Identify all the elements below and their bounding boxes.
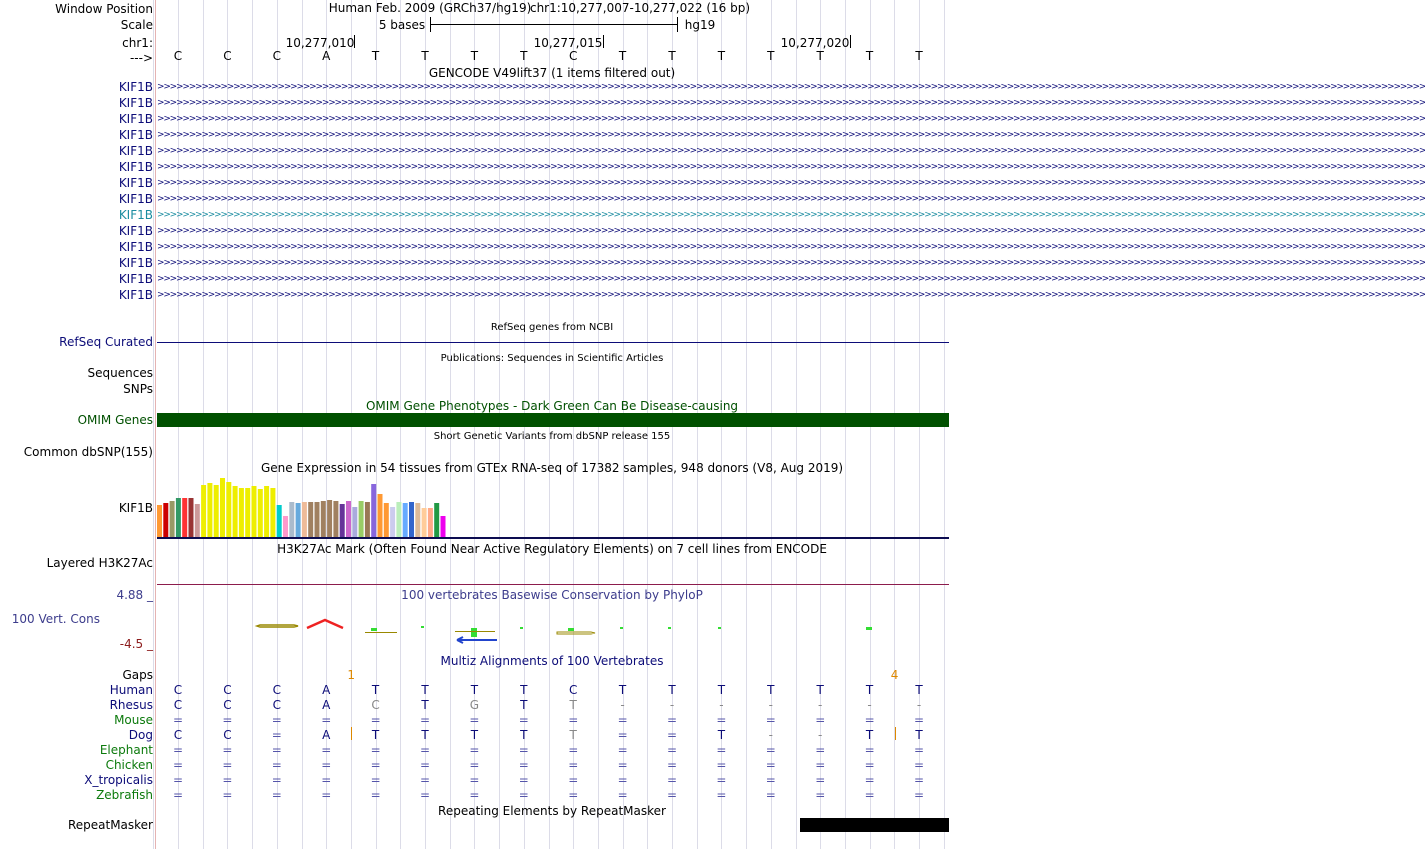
strand-arrow-label: --->	[129, 51, 153, 65]
reference-base: T	[717, 49, 726, 63]
gtex-tissue-bar[interactable]	[195, 504, 200, 538]
alignment-base: =	[420, 758, 431, 772]
gtex-tissue-bar[interactable]	[371, 484, 376, 538]
gtex-tissue-bar[interactable]	[207, 483, 212, 538]
gap-count: 1	[347, 668, 355, 682]
gencode-gene-label[interactable]: KIF1B	[118, 112, 153, 126]
phylop-glyph-3	[371, 628, 377, 631]
gtex-tissue-bar[interactable]	[415, 503, 420, 538]
coord-tick-2: 10,277,015	[533, 36, 603, 50]
gtex-tissue-bar[interactable]	[157, 505, 162, 538]
alignment-base: T	[618, 683, 627, 697]
alignment-base: =	[271, 713, 282, 727]
alignment-base: =	[617, 743, 628, 757]
alignment-base: =	[815, 758, 826, 772]
gtex-tissue-bar[interactable]	[315, 502, 320, 538]
phylop-glyph-8b	[557, 632, 595, 634]
alignment-base: C	[272, 683, 281, 697]
snps-label[interactable]: SNPs	[123, 382, 153, 396]
gencode-gene-label[interactable]: KIF1B	[118, 144, 153, 158]
alignment-base: T	[520, 698, 528, 712]
assembly-title: Human Feb. 2009 (GRCh37/hg19)	[328, 1, 532, 15]
repeatmasker-title: Repeating Elements by RepeatMasker	[438, 804, 666, 818]
alignment-base: =	[568, 743, 579, 757]
publications-title: Publications: Sequences in Scientific Articles	[440, 353, 664, 364]
alignment-base: C	[173, 698, 183, 712]
gtex-tissue-bar[interactable]	[384, 503, 389, 538]
alignment-base: =	[469, 713, 480, 727]
layered-h3k27ac-label[interactable]: Layered H3K27Ac	[46, 556, 153, 570]
refseq-gene-line[interactable]	[157, 342, 949, 343]
gencode-transcript[interactable]: >>>>>>>>>>>>>>>>>>>>>>>>>>>>>>>>>>>>>>>>>>>>>>>>>>>>>>>>>>>>>>>>>>>>>>>>>>>>>>>>>>>>>>>>>>>>>>>>>>>>>>>>>>>>>>>>>>>>>>>>>>>>>>>>>>>>>>>>>>>>>>>>>>>>>>>>>>>>>>>>>>>>>>>>>>>>>>>>>>>>>>>>>>>>>>>>>>>>>>>>	[157, 146, 1425, 156]
gencode-gene-label[interactable]: KIF1B	[118, 224, 153, 238]
alignment-base: =	[716, 773, 727, 787]
gtex-tissue-bar[interactable]	[327, 500, 332, 538]
gtex-tissue-bar[interactable]	[239, 488, 244, 538]
gencode-gene-label[interactable]: KIF1B	[118, 272, 153, 286]
alignment-base: C	[371, 698, 380, 712]
alignment-base: T	[371, 683, 380, 697]
phylop-glyph-6	[457, 637, 497, 643]
alignment-base: =	[667, 788, 678, 802]
reference-base: T	[668, 49, 676, 63]
alignment-base: C	[223, 683, 232, 697]
alignment-base: =	[222, 788, 233, 802]
alignment-base: =	[469, 743, 480, 757]
reference-base: T	[865, 49, 874, 63]
alignment-base: A	[322, 698, 331, 712]
alignment-base: =	[321, 788, 332, 802]
alignment-base: =	[617, 713, 628, 727]
gtex-tissue-bar[interactable]	[422, 508, 427, 538]
alignment-base: =	[864, 713, 875, 727]
alignment-base: =	[914, 758, 925, 772]
scale-bar-left-tick	[430, 17, 431, 32]
alignment-base: T	[470, 728, 479, 742]
gtex-baseline	[157, 537, 949, 539]
alignment-base: -	[719, 698, 724, 712]
alignment-base: =	[617, 788, 628, 802]
alignment-base: =	[173, 773, 184, 787]
species-label[interactable]: Mouse	[114, 713, 153, 727]
gtex-tissue-bar[interactable]	[340, 504, 345, 538]
alignment-base: =	[864, 743, 875, 757]
alignment-base: -	[916, 698, 922, 712]
reference-base: T	[371, 49, 380, 63]
phylop-glyph-12	[866, 627, 872, 630]
alignment-base: C	[173, 728, 183, 742]
db-label: hg19	[684, 18, 716, 32]
alignment-base: =	[864, 788, 875, 802]
reference-base: A	[322, 49, 331, 63]
gtex-tissue-bar[interactable]	[163, 503, 168, 538]
omim-genes-label[interactable]: OMIM Genes	[77, 413, 153, 427]
species-label[interactable]: X_tropicalis	[84, 773, 153, 787]
alignment-base: C	[272, 698, 281, 712]
alignment-base: =	[321, 743, 332, 757]
alignment-base: T	[668, 683, 676, 697]
alignment-base: T	[421, 683, 429, 697]
coord-tick-1: 10,277,010	[285, 36, 355, 50]
alignment-base: T	[865, 728, 874, 742]
alignment-base: =	[716, 758, 727, 772]
alignment-base: =	[617, 773, 628, 787]
gtex-tissue-bar[interactable]	[409, 502, 414, 538]
gtex-tissue-bar[interactable]	[182, 498, 187, 538]
alignment-base: =	[222, 758, 233, 772]
alignment-base: =	[815, 788, 826, 802]
gencode-gene-label[interactable]: KIF1B	[118, 256, 153, 270]
species-label[interactable]: Chicken	[105, 758, 153, 772]
repeatmasker-element[interactable]	[800, 818, 949, 832]
gtex-tissue-bar[interactable]	[233, 486, 238, 538]
gtex-tissue-bar[interactable]	[390, 507, 395, 538]
phylop-min-label: -4.5 _	[119, 637, 153, 651]
alignment-base: =	[667, 758, 678, 772]
gtex-tissue-bar[interactable]	[283, 516, 288, 538]
alignment-base: T	[915, 728, 923, 742]
phylop-glyph-5	[471, 628, 477, 637]
gtex-tissue-bar[interactable]	[302, 502, 307, 538]
alignment-base: =	[765, 743, 776, 757]
gencode-gene-label[interactable]: KIF1B	[118, 96, 153, 110]
gencode-gene-label[interactable]: KIF1B	[118, 240, 153, 254]
gtex-tissue-bar[interactable]	[296, 503, 301, 538]
alignment-base: =	[222, 713, 233, 727]
reference-base: C	[568, 49, 578, 63]
alignment-base: =	[568, 773, 579, 787]
scale-text: 5 bases	[378, 18, 426, 32]
gtex-tissue-bar[interactable]	[428, 508, 433, 538]
gtex-tissue-bar[interactable]	[289, 502, 294, 538]
grid-line	[153, 0, 154, 849]
coord-tick-3: 10,277,020	[780, 36, 850, 50]
phylop-glyph-11	[718, 627, 721, 629]
multiz-title: Multiz Alignments of 100 Vertebrates	[440, 654, 664, 668]
alignment-base: =	[173, 713, 184, 727]
alignment-base: T	[470, 683, 479, 697]
gtex-tissue-bar[interactable]	[396, 502, 401, 538]
gencode-gene-label[interactable]: KIF1B	[118, 128, 153, 142]
reference-base: T	[915, 49, 923, 63]
phylop-glyph-4	[421, 626, 424, 628]
alignment-base: =	[815, 773, 826, 787]
reference-base: T	[520, 49, 528, 63]
alignment-base: -	[818, 698, 823, 712]
gtex-tissue-bar[interactable]	[352, 507, 357, 538]
phylop-title: 100 vertebrates Basewise Conservation by PhyloP	[401, 588, 703, 602]
alignment-base: =	[420, 743, 431, 757]
alignment-base: =	[914, 788, 925, 802]
gtex-tissue-bar[interactable]	[365, 502, 370, 538]
omim-gene-bar[interactable]	[157, 413, 949, 427]
reference-base: T	[421, 49, 429, 63]
alignment-base: =	[271, 728, 282, 742]
alignment-base: =	[370, 758, 381, 772]
alignment-base: =	[321, 758, 332, 772]
phylop-plot[interactable]	[157, 616, 949, 644]
coord-tick-mark-2	[603, 35, 604, 48]
alignment-base: =	[716, 788, 727, 802]
alignment-base: T	[717, 683, 726, 697]
alignment-base: C	[173, 683, 183, 697]
gencode-transcript[interactable]: >>>>>>>>>>>>>>>>>>>>>>>>>>>>>>>>>>>>>>>>>>>>>>>>>>>>>>>>>>>>>>>>>>>>>>>>>>>>>>>>>>>>>>>>>>>>>>>>>>>>>>>>>>>>>>>>>>>>>>>>>>>>>>>>>>>>>>>>>>>>>>>>>>>>>>>>>>>>>>>>>>>>>>>>>>>>>>>>>>>>>>>>>>>>>>>>>>>>>>>>	[157, 258, 1425, 268]
gtex-title: Gene Expression in 54 tissues from GTEx RNA-seq of 17382 samples, 948 donors (V8, Aug 2019)	[260, 461, 844, 475]
gtex-tissue-bar[interactable]	[245, 488, 250, 538]
alignment-base: =	[815, 713, 826, 727]
alignment-base: T	[865, 683, 874, 697]
alignment-base: T	[421, 698, 429, 712]
gencode-gene-label[interactable]: KIF1B	[118, 288, 153, 302]
alignment-base: =	[667, 773, 678, 787]
alignment-base: T	[569, 728, 577, 742]
phylop-glyph-10	[668, 627, 671, 629]
alignment-base: =	[765, 773, 776, 787]
reference-base: T	[767, 49, 775, 63]
alignment-base: =	[271, 788, 282, 802]
alignment-base: =	[864, 758, 875, 772]
gencode-gene-label[interactable]: KIF1B	[118, 160, 153, 174]
alignment-base: T	[421, 728, 429, 742]
gtex-tissue-bar[interactable]	[277, 505, 282, 538]
alignment-base: C	[223, 728, 232, 742]
alignment-base: =	[271, 743, 282, 757]
reference-base: C	[173, 49, 183, 63]
phylop-glyph-7	[520, 627, 523, 629]
gap-count: 4	[890, 668, 899, 682]
alignment-base: =	[667, 743, 678, 757]
alignment-base: T	[520, 728, 528, 742]
alignment-base: =	[222, 773, 233, 787]
scale-bar	[430, 24, 677, 25]
reference-base: T	[470, 49, 479, 63]
scale-bar-right-tick	[677, 17, 678, 32]
alignment-base: T	[717, 728, 726, 742]
scale-label: Scale	[120, 18, 153, 32]
alignment-base: =	[518, 773, 529, 787]
gtex-tissue-bar[interactable]	[270, 488, 275, 538]
gtex-tissue-bar[interactable]	[220, 478, 225, 538]
alignment-base: =	[173, 758, 184, 772]
gencode-transcript[interactable]: >>>>>>>>>>>>>>>>>>>>>>>>>>>>>>>>>>>>>>>>>>>>>>>>>>>>>>>>>>>>>>>>>>>>>>>>>>>>>>>>>>>>>>>>>>>>>>>>>>>>>>>>>>>>>>>>>>>>>>>>>>>>>>>>>>>>>>>>>>>>>>>>>>>>>>>>>>>>>>>>>>>>>>>>>>>>>>>>>>>>>>>>>>>>>>>>>>>>>>>>	[157, 178, 1425, 188]
alignment-base: -	[867, 698, 872, 712]
alignment-base: =	[370, 773, 381, 787]
alignment-base: =	[271, 758, 282, 772]
phylop-glyph-2	[307, 620, 343, 628]
gencode-transcript[interactable]: >>>>>>>>>>>>>>>>>>>>>>>>>>>>>>>>>>>>>>>>>>>>>>>>>>>>>>>>>>>>>>>>>>>>>>>>>>>>>>>>>>>>>>>>>>>>>>>>>>>>>>>>>>>>>>>>>>>>>>>>>>>>>>>>>>>>>>>>>>>>>>>>>>>>>>>>>>>>>>>>>>>>>>>>>>>>>>>>>>>>>>>>>>>>>>>>>>>>>>>>	[157, 242, 1425, 252]
gtex-tissue-bar[interactable]	[359, 501, 364, 538]
phylop-max-label: 4.88 _	[116, 588, 153, 602]
alignment-base: T	[371, 728, 380, 742]
alignment-base: =	[765, 758, 776, 772]
reference-base: T	[816, 49, 824, 63]
phylop-glyph-3b	[365, 632, 397, 633]
gtex-tissue-bar[interactable]	[346, 501, 351, 538]
gtex-gene-label[interactable]: KIF1B	[118, 501, 153, 515]
alignment-base: =	[914, 713, 925, 727]
phylop-glyph-9	[620, 627, 623, 629]
alignment-base: -	[620, 698, 625, 712]
reference-base: C	[272, 49, 281, 63]
alignment-base: T	[767, 683, 775, 697]
alignment-base: -	[818, 728, 823, 742]
h3k27ac-line	[157, 584, 949, 585]
phylop-glyph-1	[257, 625, 298, 627]
coord-tick-mark-1	[354, 35, 355, 48]
alignment-base: A	[322, 683, 331, 697]
alignment-base: =	[420, 788, 431, 802]
alignment-base: T	[915, 683, 923, 697]
gtex-tissue-bar[interactable]	[214, 485, 219, 538]
reference-base: C	[223, 49, 232, 63]
alignment-base: =	[617, 728, 628, 742]
gtex-tissue-bar[interactable]	[201, 485, 206, 538]
alignment-base: =	[568, 788, 579, 802]
alignment-base: T	[520, 683, 528, 697]
alignment-base: =	[469, 758, 480, 772]
gtex-tissue-bar[interactable]	[189, 498, 194, 538]
gencode-transcript[interactable]: >>>>>>>>>>>>>>>>>>>>>>>>>>>>>>>>>>>>>>>>>>>>>>>>>>>>>>>>>>>>>>>>>>>>>>>>>>>>>>>>>>>>>>>>>>>>>>>>>>>>>>>>>>>>>>>>>>>>>>>>>>>>>>>>>>>>>>>>>>>>>>>>>>>>>>>>>>>>>>>>>>>>>>>>>>>>>>>>>>>>>>>>>>>>>>>>>>>>>>>>	[157, 162, 1425, 172]
alignment-base: =	[568, 758, 579, 772]
alignment-base: T	[569, 698, 577, 712]
alignment-base: G	[469, 698, 480, 712]
alignment-base: =	[518, 758, 529, 772]
alignment-base: =	[716, 743, 727, 757]
species-label[interactable]: Dog	[128, 728, 153, 742]
insertion-tick	[895, 727, 896, 740]
gtex-tissue-bar[interactable]	[321, 501, 326, 538]
alignment-base: -	[669, 698, 675, 712]
species-label[interactable]: Human	[109, 683, 153, 697]
position-title: chr1:10,277,007-10,277,022 (16 bp)	[529, 1, 751, 15]
gencode-transcript[interactable]: >>>>>>>>>>>>>>>>>>>>>>>>>>>>>>>>>>>>>>>>>>>>>>>>>>>>>>>>>>>>>>>>>>>>>>>>>>>>>>>>>>>>>>>>>>>>>>>>>>>>>>>>>>>>>>>>>>>>>>>>>>>>>>>>>>>>>>>>>>>>>>>>>>>>>>>>>>>>>>>>>>>>>>>>>>>>>>>>>>>>>>>>>>>>>>>>>>>>>>>>	[157, 194, 1425, 204]
alignment-base: =	[716, 713, 727, 727]
species-label[interactable]: Zebrafish	[96, 788, 153, 802]
gtex-tissue-bar[interactable]	[434, 503, 439, 538]
alignment-base: =	[518, 713, 529, 727]
refseq-title: RefSeq genes from NCBI	[490, 322, 614, 333]
alignment-base: =	[469, 788, 480, 802]
chr-label: chr1:	[122, 36, 153, 50]
alignment-base: -	[768, 728, 773, 742]
window-position-label: Window Position	[55, 2, 153, 16]
alignment-base: =	[370, 743, 381, 757]
alignment-base: -	[768, 698, 773, 712]
alignment-base: =	[914, 743, 925, 757]
omim-title: OMIM Gene Phenotypes - Dark Green Can Be Disease-causing	[365, 399, 739, 413]
gencode-transcript[interactable]: >>>>>>>>>>>>>>>>>>>>>>>>>>>>>>>>>>>>>>>>>>>>>>>>>>>>>>>>>>>>>>>>>>>>>>>>>>>>>>>>>>>>>>>>>>>>>>>>>>>>>>>>>>>>>>>>>>>>>>>>>>>>>>>>>>>>>>>>>>>>>>>>>>>>>>>>>>>>>>>>>>>>>>>>>>>>>>>>>>>>>>>>>>>>>>>>>>>>>>>>	[157, 290, 1425, 300]
gtex-tissue-bar[interactable]	[308, 502, 313, 538]
gaps-label: Gaps	[122, 668, 153, 682]
alignment-base: =	[173, 743, 184, 757]
coord-tick-mark-3	[850, 35, 851, 48]
gencode-title[interactable]: GENCODE V49lift37 (1 items filtered out)	[428, 66, 676, 80]
species-label[interactable]: Elephant	[99, 743, 153, 757]
gencode-gene-label[interactable]: KIF1B	[118, 80, 153, 94]
gtex-tissue-bar[interactable]	[258, 489, 263, 538]
alignment-base: =	[617, 758, 628, 772]
insertion-tick	[351, 727, 352, 740]
alignment-base: =	[864, 773, 875, 787]
gtex-tissue-bar[interactable]	[252, 486, 257, 538]
repeatmasker-label[interactable]: RepeatMasker	[67, 818, 153, 832]
alignment-base: =	[518, 743, 529, 757]
sequences-label[interactable]: Sequences	[87, 366, 153, 380]
alignment-base: =	[469, 773, 480, 787]
species-label[interactable]: Rhesus	[109, 698, 153, 712]
gencode-transcript[interactable]: >>>>>>>>>>>>>>>>>>>>>>>>>>>>>>>>>>>>>>>>>>>>>>>>>>>>>>>>>>>>>>>>>>>>>>>>>>>>>>>>>>>>>>>>>>>>>>>>>>>>>>>>>>>>>>>>>>>>>>>>>>>>>>>>>>>>>>>>>>>>>>>>>>>>>>>>>>>>>>>>>>>>>>>>>>>>>>>>>>>>>>>>>>>>>>>>>>>>>>>>	[157, 130, 1425, 140]
alignment-base: =	[667, 713, 678, 727]
alignment-base: =	[815, 743, 826, 757]
gtex-tissue-bar[interactable]	[226, 482, 231, 538]
gtex-bar-chart[interactable]	[157, 476, 537, 538]
gtex-tissue-bar[interactable]	[378, 494, 383, 538]
alignment-base: =	[271, 773, 282, 787]
vert-cons-label[interactable]: 100 Vert. Cons	[11, 612, 100, 626]
gtex-tissue-bar[interactable]	[176, 498, 181, 538]
gencode-gene-label[interactable]: KIF1B	[118, 192, 153, 206]
gencode-transcript[interactable]: >>>>>>>>>>>>>>>>>>>>>>>>>>>>>>>>>>>>>>>>>>>>>>>>>>>>>>>>>>>>>>>>>>>>>>>>>>>>>>>>>>>>>>>>>>>>>>>>>>>>>>>>>>>>>>>>>>>>>>>>>>>>>>>>>>>>>>>>>>>>>>>>>>>>>>>>>>>>>>>>>>>>>>>>>>>>>>>>>>>>>>>>>>>>>>>>>>>>>>>>	[157, 114, 1425, 124]
alignment-base: =	[420, 773, 431, 787]
alignment-base: C	[223, 698, 232, 712]
alignment-base: C	[568, 683, 578, 697]
alignment-base: =	[321, 773, 332, 787]
gencode-transcript[interactable]: >>>>>>>>>>>>>>>>>>>>>>>>>>>>>>>>>>>>>>>>>>>>>>>>>>>>>>>>>>>>>>>>>>>>>>>>>>>>>>>>>>>>>>>>>>>>>>>>>>>>>>>>>>>>>>>>>>>>>>>>>>>>>>>>>>>>>>>>>>>>>>>>>>>>>>>>>>>>>>>>>>>>>>>>>>>>>>>>>>>>>>>>>>>>>>>>>>>>>>>>	[157, 82, 1425, 92]
dbsnp-title: Short Genetic Variants from dbSNP release 155	[433, 431, 671, 442]
alignment-base: =	[370, 788, 381, 802]
phylop-glyph-8	[568, 628, 574, 631]
alignment-base: =	[765, 713, 776, 727]
alignment-base: =	[667, 728, 678, 742]
gtex-tissue-bar[interactable]	[441, 516, 446, 538]
gencode-transcript[interactable]: >>>>>>>>>>>>>>>>>>>>>>>>>>>>>>>>>>>>>>>>>>>>>>>>>>>>>>>>>>>>>>>>>>>>>>>>>>>>>>>>>>>>>>>>>>>>>>>>>>>>>>>>>>>>>>>>>>>>>>>>>>>>>>>>>>>>>>>>>>>>>>>>>>>>>>>>>>>>>>>>>>>>>>>>>>>>>>>>>>>>>>>>>>>>>>>>>>>>>>>>	[157, 210, 1425, 220]
gtex-tissue-bar[interactable]	[264, 486, 269, 538]
common-dbsnp-label[interactable]: Common dbSNP(155)	[23, 445, 153, 459]
alignment-base: =	[765, 788, 776, 802]
gencode-gene-label[interactable]: KIF1B	[118, 176, 153, 190]
alignment-base: A	[322, 728, 331, 742]
alignment-base: =	[568, 713, 579, 727]
alignment-base: =	[518, 788, 529, 802]
alignment-base: T	[816, 683, 824, 697]
refseq-curated-label[interactable]: RefSeq Curated	[59, 335, 153, 349]
gtex-tissue-bar[interactable]	[170, 501, 175, 538]
gencode-transcript[interactable]: >>>>>>>>>>>>>>>>>>>>>>>>>>>>>>>>>>>>>>>>>>>>>>>>>>>>>>>>>>>>>>>>>>>>>>>>>>>>>>>>>>>>>>>>>>>>>>>>>>>>>>>>>>>>>>>>>>>>>>>>>>>>>>>>>>>>>>>>>>>>>>>>>>>>>>>>>>>>>>>>>>>>>>>>>>>>>>>>>>>>>>>>>>>>>>>>>>>>>>>>	[157, 274, 1425, 284]
alignment-base: =	[370, 713, 381, 727]
alignment-base: =	[914, 773, 925, 787]
alignment-base: =	[420, 713, 431, 727]
gtex-tissue-bar[interactable]	[403, 503, 408, 538]
alignment-base: =	[173, 788, 184, 802]
gencode-transcript[interactable]: >>>>>>>>>>>>>>>>>>>>>>>>>>>>>>>>>>>>>>>>>>>>>>>>>>>>>>>>>>>>>>>>>>>>>>>>>>>>>>>>>>>>>>>>>>>>>>>>>>>>>>>>>>>>>>>>>>>>>>>>>>>>>>>>>>>>>>>>>>>>>>>>>>>>>>>>>>>>>>>>>>>>>>>>>>>>>>>>>>>>>>>>>>>>>>>>>>>>>>>>	[157, 98, 1425, 108]
gencode-gene-label[interactable]: KIF1B	[118, 208, 153, 222]
gencode-transcript[interactable]: >>>>>>>>>>>>>>>>>>>>>>>>>>>>>>>>>>>>>>>>>>>>>>>>>>>>>>>>>>>>>>>>>>>>>>>>>>>>>>>>>>>>>>>>>>>>>>>>>>>>>>>>>>>>>>>>>>>>>>>>>>>>>>>>>>>>>>>>>>>>>>>>>>>>>>>>>>>>>>>>>>>>>>>>>>>>>>>>>>>>>>>>>>>>>>>>>>>>>>>>	[157, 226, 1425, 236]
h3k27ac-title: H3K27Ac Mark (Often Found Near Active Regulatory Elements) on 7 cell lines from ENCODE	[277, 542, 827, 556]
reference-base: T	[618, 49, 627, 63]
alignment-base: =	[222, 743, 233, 757]
gtex-tissue-bar[interactable]	[333, 501, 338, 538]
phylop-glyph-5b	[455, 631, 495, 632]
alignment-base: =	[321, 713, 332, 727]
